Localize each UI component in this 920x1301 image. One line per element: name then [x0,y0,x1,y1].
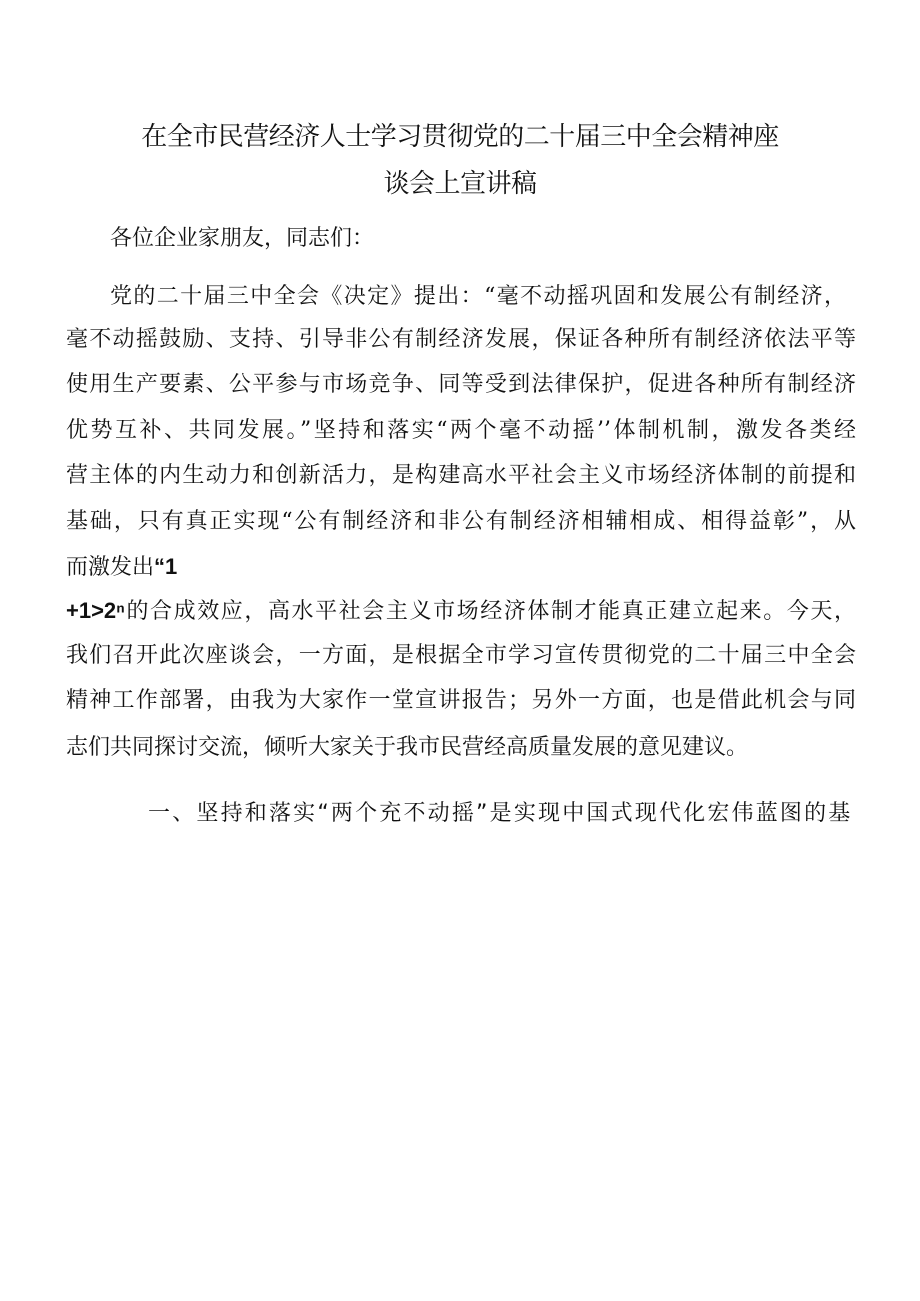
paragraph-line: 精神工作部署，由我为大家作一堂宣讲报告；另外一方面，也是借此机会与同 [66,688,856,713]
document-title-line2: 谈会上宣讲稿 [383,169,537,199]
greeting: 各位企业家朋友，同志们： [110,226,375,251]
formula-fragment: “1 [154,554,178,579]
paragraph-text: 的合成效应，高水平社会主义市场经济体制才能真正建立起来。今天， [124,599,856,624]
paragraph-line: 营主体的内生动力和创新活力，是构建高水平社会主义市场经济体制的前提和 [66,463,856,488]
paragraph-line: 党的二十届三中全会《决定》提出：“毫不动摇巩固和发展公有制经济， [110,284,846,309]
formula-fragment: +1>2ⁿ [66,598,125,623]
paragraph-line: 使用生产要素、公平参与市场竞争、同等受到法律保护，促进各种所有制经济 [66,372,856,397]
paragraph-text: 而激发出 [66,555,155,580]
paragraph-line: 基础，只有真正实现“公有制经济和非公有制经济相辅相成、相得益彰”，从 [66,509,856,534]
paragraph-line [66,552,177,583]
paragraph-line: 我们召开此次座谈会，一方面，是根据全市学习宣传贯彻党的二十届三中全会 [66,643,856,668]
section-heading: 一、坚持和落实“两个充不动摇”是实现中国式现代化宏伟蓝图的基 [148,801,850,826]
paragraph-line: 志们共同探讨交流，倾听大家关于我市民营经高质量发展的意见建议。 [66,735,749,760]
paragraph-line [66,596,856,627]
paragraph-line: 毫不动摇鼓励、支持、引导非公有制经济发展，保证各种所有制经济依法平等 [66,327,856,352]
document-title-line1: 在全市民营经济人士学习贯彻党的二十届三中全会精神座 [141,122,779,152]
paragraph-line: 优势互补、共同发展。”坚持和落实“两个毫不动摇’’体制机制，激发各类经 [66,418,856,443]
